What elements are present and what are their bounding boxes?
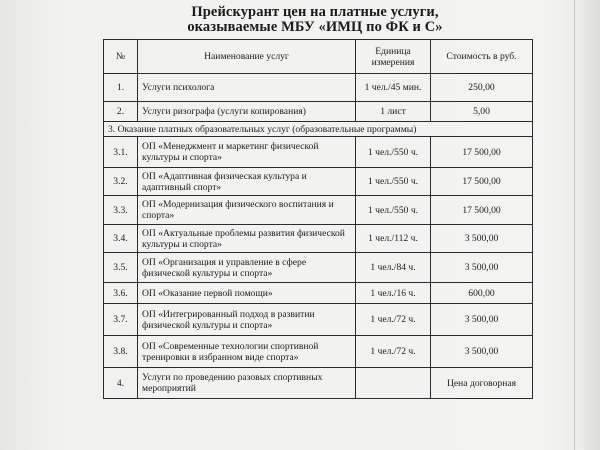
row-number: 1. xyxy=(104,74,138,102)
service-price: 3 500,00 xyxy=(431,225,533,253)
service-price: 3 500,00 xyxy=(431,253,533,283)
service-name: Услуги по проведению разовых спортивных мероприятий xyxy=(138,368,356,399)
service-price: 600,00 xyxy=(431,283,533,304)
table-row xyxy=(104,304,533,336)
service-unit: 1 чел./112 ч. xyxy=(356,225,431,253)
service-price: 17 500,00 xyxy=(431,168,533,196)
service-price: 3 500,00 xyxy=(431,304,533,336)
table-row xyxy=(104,137,533,168)
row-number: 2. xyxy=(104,102,138,122)
service-name: ОП «Модернизация физического воспитания и спорта» xyxy=(138,196,356,225)
document-title-line-1: Прейскурант цен на платные услуги, xyxy=(191,4,439,20)
service-price: 3 500,00 xyxy=(431,336,533,368)
header-number: № xyxy=(104,40,138,74)
row-number: 3.6. xyxy=(104,283,138,304)
document-title-line-2: оказываемые МБУ «ИМЦ по ФК и С» xyxy=(187,19,443,35)
service-unit: 1 чел./45 мин. xyxy=(356,74,431,102)
service-price: 17 500,00 xyxy=(431,137,533,168)
section-heading: 3. Оказание платных образовательных услуг (образовательные программы) xyxy=(104,122,533,137)
row-number: 3.7. xyxy=(104,304,138,336)
service-name: ОП «Интегрированный подход в развитии физической культуры и спорта» xyxy=(138,304,356,336)
service-unit: 1 чел./16 ч. xyxy=(356,283,431,304)
service-unit xyxy=(356,368,431,399)
service-unit: 1 чел./550 ч. xyxy=(356,168,431,196)
table-row xyxy=(104,336,533,368)
table-row xyxy=(104,74,533,102)
header-unit: Единица измерения xyxy=(356,40,431,74)
service-unit: 1 чел./550 ч. xyxy=(356,196,431,225)
page-edge-shadow xyxy=(582,0,600,450)
service-unit: 1 чел./84 ч. xyxy=(356,253,431,283)
row-number: 3.1. xyxy=(104,137,138,168)
service-name: Услуги психолога xyxy=(138,74,356,102)
service-unit: 1 чел./550 ч. xyxy=(356,137,431,168)
service-name: ОП «Организация и управление в сфере физической культуры и спорта» xyxy=(138,253,356,283)
table-header-row xyxy=(104,40,533,74)
table-row xyxy=(104,102,533,122)
service-name: ОП «Современные технологии спортивной тренировки в избранном виде спорта» xyxy=(138,336,356,368)
service-name: ОП «Адаптивная физическая культура и адаптивный спорт» xyxy=(138,168,356,196)
service-price: Цена договорная xyxy=(431,368,533,399)
service-name: ОП «Актуальные проблемы развития физической культуры и спорта» xyxy=(138,225,356,253)
row-number: 3.4. xyxy=(104,225,138,253)
service-name: ОП «Менеджмент и маркетинг физической культуры и спорта» xyxy=(138,137,356,168)
table-row xyxy=(104,283,533,304)
row-number: 3.8. xyxy=(104,336,138,368)
service-unit: 1 чел./72 ч. xyxy=(356,304,431,336)
header-price: Стоимость в руб. xyxy=(431,40,533,74)
table-row xyxy=(104,368,533,399)
service-price: 250,00 xyxy=(431,74,533,102)
table-row xyxy=(104,196,533,225)
price-list-table xyxy=(103,39,533,399)
page-fold-line xyxy=(574,0,575,450)
service-unit: 1 чел./72 ч. xyxy=(356,336,431,368)
row-number: 4. xyxy=(104,368,138,399)
service-name: Услуги ризографа (услуги копирования) xyxy=(138,102,356,122)
row-number: 3.3. xyxy=(104,196,138,225)
service-price: 17 500,00 xyxy=(431,196,533,225)
section-row xyxy=(104,122,533,137)
service-name: ОП «Оказание первой помощи» xyxy=(138,283,356,304)
service-unit: 1 лист xyxy=(356,102,431,122)
row-number: 3.2. xyxy=(104,168,138,196)
header-service-name: Наименование услуг xyxy=(138,40,356,74)
table-row xyxy=(104,253,533,283)
table-row xyxy=(104,168,533,196)
row-number: 3.5. xyxy=(104,253,138,283)
table-row xyxy=(104,225,533,253)
service-price: 5,00 xyxy=(431,102,533,122)
